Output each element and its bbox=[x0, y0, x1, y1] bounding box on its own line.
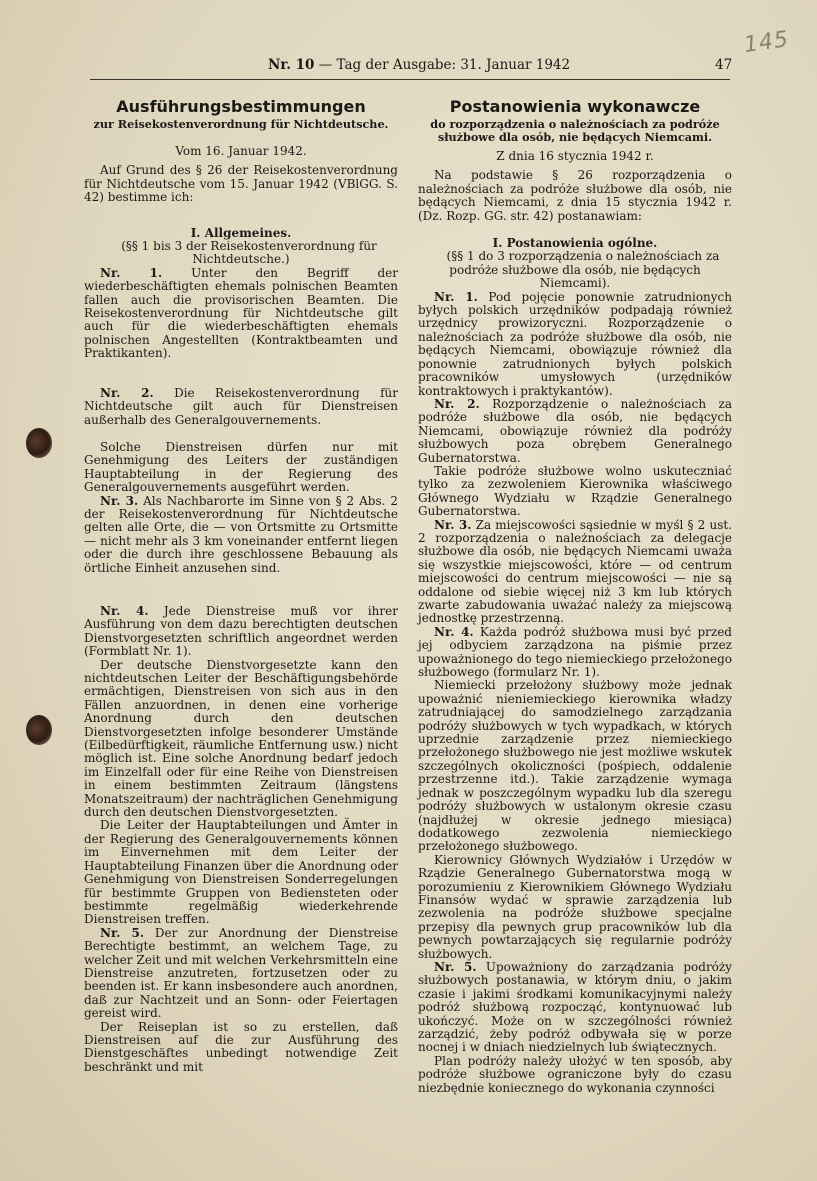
polish-nr1 bbox=[418, 291, 732, 398]
nr5-text: Der zur Anordnung der Dienstreise Berechtigte bestimmt, an welchem Tage, zu welcher Zeit und mit welchen Verkehrsmitteln eine Dienstreise anzutreten, fortzusetzen oder zu beenden ist. Er kann insbesondere auch anordnen, daß zur Nachtzeit und an Sonn- oder Feiertagen gereist wird. bbox=[84, 925, 398, 1021]
german-nr3 bbox=[84, 495, 398, 575]
release-date: Tag der Ausgabe: 31. Januar 1942 bbox=[336, 57, 571, 73]
german-section-heading: I. Allgemeines. bbox=[190, 225, 292, 240]
polish-date: Z dnia 16 stycznia 1942 r. bbox=[496, 149, 654, 163]
nr1-text: Unter den Begriff der wiederbeschäftigten ehemals polnischen Beamten fallen auch die provisorischen Beamten. Die Reisekostenverordnung für Nichtdeutsche gilt auch für die wiederbeschäftigten ehemals polnischen Angestellten (Kontraktbeamten und Praktikanten). bbox=[84, 265, 399, 361]
german-nr2-para2: Solche Dienstreisen dürfen nur mit Genehmigung des Leiters der zuständigen Hauptabteilung in der Regierung des Generalgouvernements ausgeführt werden. bbox=[84, 439, 398, 495]
nr2-label: Nr. 2. bbox=[100, 385, 154, 400]
german-section-ref: (§§ 1 bis 3 der Reisekostenverordnung für Nichtdeutsche.) bbox=[121, 239, 377, 267]
nr3-label: Nr. 3. bbox=[434, 517, 472, 532]
german-nr2 bbox=[84, 387, 398, 427]
nr5-label: Nr. 5. bbox=[434, 959, 477, 974]
polish-nr4-para2: Niemiecki przełożony służbowy może jednak upoważnić nieniemieckiego kierownika władzy zatrudniającej do samodzielnego zarządzania podróży służbowych w tych wypadkach, w których uprzednie zarządzenie przez niemieckiego przełożonego służbowego nie jest możliwe wskutek szczególnych okoliczności (pośpiech, oddalenie przestrzenne itd.). Takie zarządzenie wymaga jednak w poszczególnym wypadku lub dla szeregu podróży służbowych w ustalonym okresie czasu (najdłużej w okresie jednego miesiąca) dodatkowego zezwolenia niemieckiego przełożonego służbowego. bbox=[418, 678, 732, 854]
header-dash: — bbox=[318, 57, 333, 73]
polish-nr4-para3: Kierownicy Głównych Wydziałów i Urzędów w Rządzie Generalnego Gubernatorstwa mogą w porozumieniu z Kierownikiem Głównego Wydziału Finansów wydać w sprawie zarządzenia lub zezwolenia na podróże służbowe specjalne przepisy dla pewnych grup pracowników lub dla pewnych powtarzających się regularnie podróży służbowych. bbox=[418, 852, 732, 961]
german-intro: Auf Grund des § 26 der Reisekostenverordnung für Nichtdeutsche vom 15. Januar 1942 (VBlGG. S. 42) bestimme ich: bbox=[84, 163, 398, 205]
german-nr5-para2: Der Reiseplan ist so zu erstellen, daß Dienstreisen auf die zur Ausführung des Dienstgeschäftes unbedingt notwendige Zeit beschränkt und mit bbox=[84, 1019, 398, 1074]
polish-subtitle: do rozporządzenia o należnościach za podróże służbowe dla osób, nie będących Niemcami. bbox=[430, 117, 720, 144]
nr2-text: Rozporządzenie o należnościach za podróże służbowe dla osób, nie będących Niemcami, obowiązuje również dla podróży służbowych poza obrębem Generalnego Gubernatorstwa. bbox=[418, 396, 732, 465]
german-nr4 bbox=[84, 605, 398, 659]
punch-hole bbox=[26, 428, 52, 458]
page-header bbox=[0, 57, 817, 79]
nr5-label: Nr. 5. bbox=[100, 925, 145, 940]
german-column bbox=[84, 98, 398, 1074]
german-nr4-para3: Die Leiter der Hauptabteilungen und Ämter in der Regierung des Generalgouvernements können im Einvernehmen mit dem Leiter der Hauptabteilung Finanzen über die Anordnung oder Genehmigung von Dienstreisen Sonderregelungen für bestimmte Gruppen von Bediensteten oder bestimmte regelmäßig wiederkehrende Dienstreisen treffen. bbox=[84, 818, 398, 927]
nr1-label: Nr. 1. bbox=[100, 265, 163, 280]
nr1-label: Nr. 1. bbox=[434, 289, 478, 304]
polish-nr5 bbox=[418, 961, 732, 1055]
german-nr1 bbox=[84, 267, 398, 361]
polish-nr5-para2: Plan podróży należy ułożyć w ten sposób, aby podróże służbowe ograniczone były do czasu niezbędnie koniecznego do wykonania czynności bbox=[418, 1053, 732, 1095]
german-nr4-para2: Der deutsche Dienstvorgesetzte kann den nichtdeutschen Leiter der Beschäftigungsbehörde ermächtigen, Dienstreisen von sich aus in den Fällen anzuordnen, in denen eine vorherige Anordnung durch den deutschen Dienstvorgesetzten infolge besonderer Umstände (Eilbedürftigkeit, räumliche Entfernung usw.) nicht möglich ist. Eine solche Anordnung bedarf jedoch im Einzelfall oder für eine Reihe von Dienstreisen in einem bestimmten Zeitraum (längstens Monatszeitraum) der nachträglichen Genehmigung durch den deutschen Dienstvorgesetzten. bbox=[84, 657, 398, 820]
issue-number: Nr. 10 bbox=[268, 57, 315, 73]
nr2-text: Die Reisekostenverordnung für Nichtdeutsche gilt auch für Dienstreisen außerhalb des Generalgouvernements. bbox=[84, 385, 399, 427]
polish-nr4 bbox=[418, 626, 732, 680]
nr4-label: Nr. 4. bbox=[100, 603, 149, 618]
punch-hole bbox=[26, 715, 52, 745]
polish-intro: Na podstawie § 26 rozporządzenia o należnościach za podróże służbowe dla osób, nie będących Niemcami, z dnia 15 stycznia 1942 r. (Dz. Rozp. GG. str. 42) postanawiam: bbox=[418, 168, 732, 223]
polish-nr2 bbox=[418, 398, 732, 465]
german-nr5 bbox=[84, 927, 398, 1021]
polish-nr2-para2: Takie podróże służbowe wolno uskuteczniać tylko za zezwoleniem Kierownika właściwego Głównego Wydziału w Rządzie Generalnego Gubernatorstwa. bbox=[418, 463, 732, 519]
german-title: Ausführungsbestimmungen bbox=[116, 97, 366, 116]
nr4-text: Każda podróż służbowa musi być przed jej odbyciem zarządzona na piśmie przez upoważnionego do tego niemieckiego przełożonego służbowego (formularz Nr. 1). bbox=[418, 624, 732, 680]
page-number: 47 bbox=[715, 57, 733, 73]
polish-nr3 bbox=[418, 519, 732, 626]
header-issue-line bbox=[268, 57, 570, 73]
german-subtitle: zur Reisekostenverordnung für Nichtdeutsche. bbox=[93, 117, 389, 131]
polish-section-ref: (§§ 1 do 3 rozporządzenia o należnościach za podróże służbowe dla osób, nie będących Niemcami). bbox=[446, 249, 720, 291]
nr3-text: Za miejscowości sąsiednie w myśl § 2 ust. 2 rozporządzenia o należnościach za delegacje służbowe dla osób, nie będących Niemcami uważa się wszystkie miejscowości, które — od centrum miejscowości do centrum miejscowości — nie są oddalone od siebie więcej niż 3 km lub których zwarte zabudowania uważać należy za miejscową jednostkę przestrzenną. bbox=[418, 517, 732, 626]
nr1-text: Pod pojęcie ponownie zatrudnionych byłych polskich urzędników podpadają również urzędnicy prowizoryczni. Rozporządzenie o należnościach za podróże służbowe dla osób, nie będących Niemcami, obowiązuje również dla ponownie zatrudnionych byłych polskich pracowników umysłowych (urzędników kontraktowych i praktykantów). bbox=[418, 289, 733, 398]
german-date: Vom 16. Januar 1942. bbox=[175, 144, 307, 158]
header-rule bbox=[90, 79, 730, 80]
nr4-text: Jede Dienstreise muß vor ihrer Ausführung von dem dazu berechtigten deutschen Dienstvorgesetzten schriftlich angeordnet werden (Formblatt Nr. 1). bbox=[84, 603, 398, 659]
polish-title: Postanowienia wykonawcze bbox=[449, 97, 701, 116]
nr2-label: Nr. 2. bbox=[434, 396, 480, 411]
nr3-text: Als Nachbarorte im Sinne von § 2 Abs. 2 der Reisekostenverordnung für Nichtdeutsche gelten alle Orte, die — von Ortsmitte zu Ortsmitte — nicht mehr als 3 km voneinander entfernt liegen oder die durch ihre geschlossene Bebauung als örtliche Einheit anzusehen sind. bbox=[84, 493, 398, 575]
nr4-label: Nr. 4. bbox=[434, 624, 474, 639]
nr5-text: Upoważniony do zarządzania podróży służbowych postanawia, w którym dniu, o jakim czasie i jakimi środkami komunikacyjnymi należy podróż służbową rozpocząć, kontynuować lub ukończyć. Może on w szczególności również zarządzić, żeby podróż odbywała się w porze nocnej i w dniach niedzielnych lub świątecznych. bbox=[418, 959, 733, 1055]
handwritten-page-note: 145 bbox=[742, 26, 791, 59]
polish-column bbox=[418, 98, 732, 1095]
nr3-label: Nr. 3. bbox=[100, 493, 139, 508]
polish-section-heading: I. Postanowienia ogólne. bbox=[492, 236, 658, 251]
